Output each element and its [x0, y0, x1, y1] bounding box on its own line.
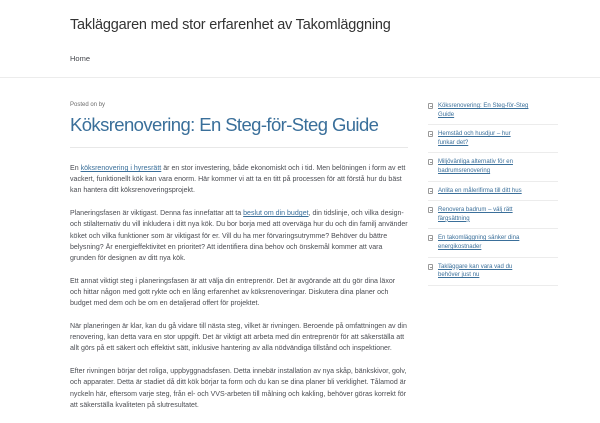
- sidebar-item-label: behöver just nu: [438, 272, 480, 279]
- post-content: [70, 102, 408, 423]
- sidebar-item[interactable]: [428, 206, 558, 229]
- document-icon: [428, 103, 433, 109]
- site-title[interactable]: Takläggaren med stor erfarenhet av Takomläggning: [70, 17, 391, 33]
- sidebar-item[interactable]: [428, 130, 558, 153]
- document-icon: [428, 188, 433, 194]
- sidebar-item-label: Renovera badrum – välj rätt: [438, 207, 513, 214]
- document-icon: [428, 207, 433, 213]
- posted-on: Posted on by: [70, 102, 106, 108]
- kitchen-renovation-link[interactable]: köksrenovering i hyresrätt: [80, 165, 162, 172]
- paragraph-text: En: [70, 165, 81, 172]
- sidebar-item-label: Köksrenovering: En Steg-för-Steg: [438, 103, 529, 109]
- paragraph-text: , din tidslinje, och vilka design- och stilalternativ du vill inkludera i ditt nya kök. Du bor borja med att overväga hur du och din familj använder köket och vilka funktioner som är viktigast för er. Vill du ha mer förvaringsutrymme? Behöver du bättre belysning? Är energieffektivitet en prioritet? Att identifiera dina behov och önskemål kommer att vara grunden för designen av ditt nya kök.: [70, 210, 408, 263]
- nav-home-link[interactable]: Home: [70, 54, 91, 63]
- main-navigation: [0, 42, 600, 78]
- document-icon: [428, 235, 433, 241]
- sidebar-item[interactable]: [428, 187, 558, 202]
- sidebar-item-label: energikostnader: [438, 243, 482, 250]
- paragraph-4: När planeringen är klar, kan du gå vidare till nästa steg, vilket är rivningen. Beroende på omfattningen av din renovering, kan detta vara en stor uppgift. Det är viktigt att arbeta med din entreprenör för att säkerställa att allt görs på ett säkert och effektivt sätt, inklusive hantering av alla nödvändiga tillstånd och inspektioner.: [70, 323, 407, 353]
- sidebar-item[interactable]: [428, 234, 558, 257]
- sidebar-item-label: Takläggare kan vara vad du: [438, 263, 513, 270]
- sidebar-item-label: Hemstäd och husdjur – hur: [438, 131, 511, 138]
- paragraph-text: Planeringsfasen är viktigast. Denna fas innefattar att ta: [70, 210, 244, 218]
- sidebar-item-label: funkar det?: [438, 139, 469, 146]
- sidebar-item-label: En takomläggning sänker dina: [438, 235, 520, 242]
- sidebar-item-label: Anlita en målerifirma till ditt hus: [438, 187, 522, 194]
- title-divider: [70, 147, 408, 148]
- document-icon: [428, 264, 433, 270]
- paragraph-1: [70, 163, 408, 197]
- sidebar-item[interactable]: [428, 263, 558, 286]
- paragraph-5: Efter rivningen börjar det roliga, uppbyggnadsfasen. Detta innebär installation av nya skåp, bänkskivor, golv, och apparater. Detta är stadiet då ditt kök börjar ta form och du kan se dina planer bli verklighet. Tålamod är nyckeln här, eftersom varje steg, från el- och VVS-arbeten till målning och kakling, behöver göras korrekt för att säkerställa kvaliteten på slutresultatet.: [70, 368, 407, 409]
- sidebar-item-label: Miljövänliga alternativ för en: [438, 159, 513, 166]
- document-icon: [428, 131, 433, 137]
- sidebar-item-label: färgsättning: [438, 215, 470, 222]
- budget-link[interactable]: beslut om din budget: [243, 210, 309, 218]
- site-header: [0, 0, 600, 80]
- sidebar-recent-posts: [428, 102, 558, 291]
- sidebar-item-label: badrumsrenovering: [438, 167, 491, 174]
- post-title[interactable]: Köksrenovering: En Steg-för-Steg Guide: [70, 114, 379, 135]
- document-icon: [428, 159, 433, 165]
- post-body: [70, 163, 408, 411]
- sidebar-item[interactable]: [428, 102, 558, 125]
- sidebar-item-label: Guide: [438, 111, 455, 118]
- paragraph-text: är en stor investering, både ekonomiskt och i tid. Men belöningen i form av ett vackert, funktionellt kök kan vara enorm. Här kommer vi att ta en titt på processen för att förstå hur du bäst kan hantera ditt köksrenoveringsprojekt.: [70, 165, 406, 195]
- paragraph-2: [70, 208, 408, 264]
- paragraph-3: Ett annat viktigt steg i planeringsfasen är att välja din entreprenör. Det är avgörande att du gör dina läxor och hittar någon med gott rykte och en lång erfarenhet av köksrenoveringar. Diskutera dina planer och budget med dem och be om en detaljerad offert för projektet.: [70, 277, 396, 308]
- sidebar-item[interactable]: [428, 158, 558, 181]
